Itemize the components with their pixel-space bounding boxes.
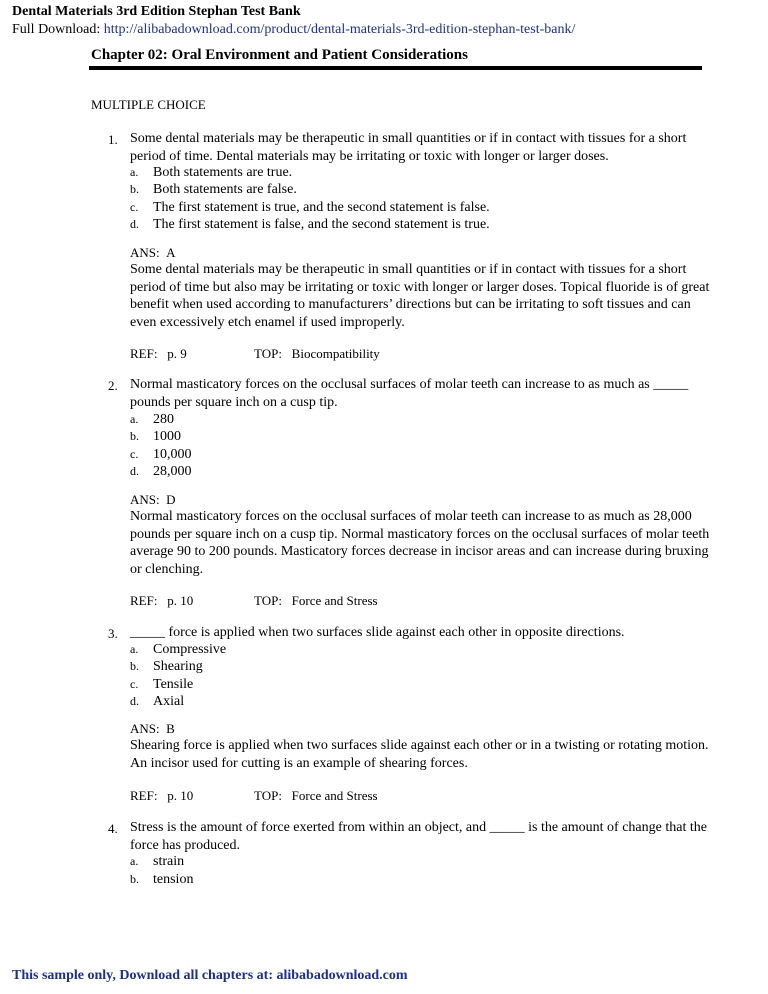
- option-letter: d.: [130, 464, 139, 478]
- question-text: Normal masticatory forces on the occlusal surfaces of molar teeth can increase to as much as _____ pounds per square inch on a cusp tip.: [130, 377, 689, 410]
- answer-key: ANS: D: [130, 492, 176, 507]
- option-a: [130, 164, 292, 182]
- option-text: Shearing: [153, 659, 203, 674]
- reference: REF: p. 9: [130, 346, 187, 361]
- heading-rule: [89, 66, 702, 70]
- option-a: [130, 411, 174, 429]
- question-number: 4.: [108, 821, 118, 836]
- option-letter: a.: [130, 642, 139, 656]
- option-letter: b.: [130, 659, 139, 673]
- full-download-label: Full Download:: [12, 22, 104, 37]
- question-text: Some dental materials may be therapeutic in small quantities or if in contact with tissues for a short period of time. Dental materials may be irritating or toxic with longer or larger doses.: [130, 131, 687, 164]
- option-a: [130, 641, 226, 659]
- option-text: strain: [153, 854, 185, 869]
- option-text: The first statement is true, and the second statement is false.: [153, 200, 490, 215]
- option-b: [130, 658, 203, 676]
- chapter-title: Chapter 02: Oral Environment and Patient Considerations: [91, 47, 468, 63]
- option-a: [130, 853, 184, 871]
- answer-key: ANS: A: [130, 245, 176, 260]
- answer-explanation: Shearing force is applied when two surfaces slide against each other or in a twisting or rotating motion. An incisor used for cutting is an example of shearing forces.: [130, 738, 709, 771]
- footer-download-note[interactable]: This sample only, Download all chapters at: alibabadownload.com: [12, 968, 408, 983]
- option-text: Both statements are false.: [153, 182, 297, 197]
- question-text: _____ force is applied when two surfaces slide against each other in opposite directions.: [130, 625, 625, 640]
- option-text: 28,000: [153, 464, 192, 479]
- option-letter: a.: [130, 412, 139, 426]
- option-text: 1000: [153, 429, 181, 444]
- option-d: [130, 693, 184, 711]
- question-number: 1.: [108, 132, 118, 147]
- section-heading: MULTIPLE CHOICE: [91, 97, 206, 112]
- option-text: 10,000: [153, 447, 192, 462]
- option-letter: c.: [130, 200, 139, 214]
- answer-explanation: Normal masticatory forces on the occlusal surfaces of molar teeth can increase to as much as 28,000 pounds per square inch on a cusp tip. Normal masticatory forces on the occlusal surfaces of molar teeth average 90 to 200 pounds. Masticatory forces decrease in incisor areas and can increase during bruxing or clenching.: [130, 509, 710, 577]
- option-text: Tensile: [153, 677, 194, 692]
- topic: TOP: Biocompatibility: [254, 346, 380, 361]
- answer-explanation: Some dental materials may be therapeutic in small quantities or if in contact with tissues for a short period of time but also may be irritating or toxic with longer or larger doses. Topical fluoride is of great benefit when used according to manufacturers’ directions but can be irritating to soft tissues and can even excessively etch enamel if used improperly.: [130, 262, 710, 330]
- option-letter: b.: [130, 872, 139, 886]
- reference: REF: p. 10: [130, 788, 194, 803]
- option-letter: d.: [130, 217, 139, 231]
- topic: TOP: Force and Stress: [254, 593, 378, 608]
- option-letter: d.: [130, 694, 139, 708]
- question-number: 3.: [108, 626, 118, 641]
- reference: REF: p. 10: [130, 593, 194, 608]
- option-letter: a.: [130, 854, 139, 868]
- question-text: Stress is the amount of force exerted from within an object, and _____ is the amount of change that the force has produced.: [130, 820, 707, 853]
- option-c: [130, 446, 192, 464]
- option-b: [130, 428, 181, 446]
- option-text: Both statements are true.: [153, 165, 293, 180]
- option-letter: b.: [130, 429, 139, 443]
- option-b: [130, 181, 297, 199]
- option-text: The first statement is false, and the second statement is true.: [153, 217, 490, 232]
- option-text: Compressive: [153, 642, 227, 657]
- document-title: Dental Materials 3rd Edition Stephan Test Bank: [12, 4, 301, 19]
- topic: TOP: Force and Stress: [254, 788, 378, 803]
- full-download-link[interactable]: http://alibabadownload.com/product/dental-materials-3rd-edition-stephan-test-bank/: [103, 22, 576, 37]
- option-d: [130, 463, 192, 481]
- option-text: 280: [153, 412, 174, 427]
- option-text: Axial: [153, 694, 185, 709]
- option-d: [130, 216, 490, 234]
- question-number: 2.: [108, 378, 118, 393]
- full-download-line: [12, 21, 575, 39]
- option-letter: c.: [130, 447, 139, 461]
- option-b: [130, 871, 193, 889]
- option-letter: a.: [130, 165, 139, 179]
- option-c: [130, 676, 193, 694]
- option-letter: b.: [130, 182, 139, 196]
- option-text: tension: [153, 872, 194, 887]
- option-c: [130, 199, 490, 217]
- answer-key: ANS: B: [130, 721, 175, 736]
- option-letter: c.: [130, 677, 139, 691]
